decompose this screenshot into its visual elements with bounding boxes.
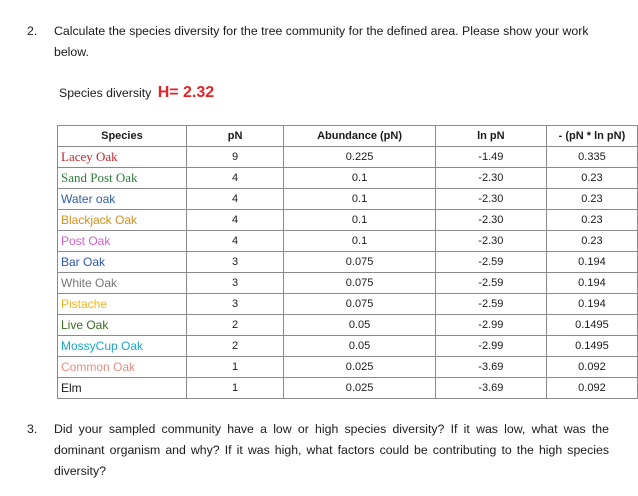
product-cell: 0.23 — [546, 210, 637, 231]
pn-cell: 2 — [186, 336, 283, 357]
species-cell: White Oak — [58, 273, 187, 294]
species-cell: Elm — [58, 378, 187, 399]
species-cell: Blackjack Oak — [58, 210, 187, 231]
header-product: - (pN * ln pN) — [546, 126, 637, 147]
pn-cell: 9 — [186, 147, 283, 168]
ln-pn-cell: -2.30 — [435, 168, 546, 189]
question-2 — [27, 21, 607, 63]
abundance-cell: 0.05 — [284, 336, 436, 357]
pn-cell: 3 — [186, 273, 283, 294]
abundance-cell: 0.025 — [284, 357, 436, 378]
species-cell: Pistache — [58, 294, 187, 315]
abundance-cell: 0.225 — [284, 147, 436, 168]
product-cell: 0.1495 — [546, 336, 637, 357]
ln-pn-cell: -2.59 — [435, 294, 546, 315]
product-cell: 0.092 — [546, 357, 637, 378]
pn-cell: 1 — [186, 357, 283, 378]
table-row — [58, 231, 638, 252]
product-cell: 0.194 — [546, 294, 637, 315]
species-cell: Water oak — [58, 189, 187, 210]
species-cell: Common Oak — [58, 357, 187, 378]
table-row — [58, 210, 638, 231]
question-2-number: 2. — [27, 24, 38, 38]
abundance-cell: 0.075 — [284, 252, 436, 273]
product-cell: 0.23 — [546, 189, 637, 210]
species-diversity-label: Species diversity — [59, 86, 152, 100]
abundance-cell: 0.1 — [284, 210, 436, 231]
product-cell: 0.23 — [546, 168, 637, 189]
product-cell: 0.335 — [546, 147, 637, 168]
species-cell: Post Oak — [58, 231, 187, 252]
pn-cell: 4 — [186, 168, 283, 189]
abundance-cell: 0.1 — [284, 231, 436, 252]
abundance-cell: 0.1 — [284, 168, 436, 189]
table-row — [58, 147, 638, 168]
product-cell: 0.1495 — [546, 315, 637, 336]
species-cell: Lacey Oak — [58, 147, 187, 168]
product-cell: 0.194 — [546, 252, 637, 273]
header-abundance: Abundance (pN) — [284, 126, 436, 147]
pn-cell: 3 — [186, 252, 283, 273]
question-3-text: Did your sampled community have a low or high species diversity? If it was low, what was the dominant organism and why? If it was high, what factors could be contributing to the high species diversity? — [54, 422, 609, 478]
table-row — [58, 189, 638, 210]
abundance-cell: 0.075 — [284, 294, 436, 315]
ln-pn-cell: -3.69 — [435, 378, 546, 399]
table-row — [58, 273, 638, 294]
ln-pn-cell: -2.99 — [435, 336, 546, 357]
product-cell: 0.23 — [546, 231, 637, 252]
table-row — [58, 168, 638, 189]
header-ln-pn: ln pN — [435, 126, 546, 147]
ln-pn-cell: -2.30 — [435, 210, 546, 231]
ln-pn-cell: -2.59 — [435, 252, 546, 273]
abundance-cell: 0.075 — [284, 273, 436, 294]
species-cell: MossyCup Oak — [58, 336, 187, 357]
ln-pn-cell: -3.69 — [435, 357, 546, 378]
pn-cell: 4 — [186, 189, 283, 210]
species-table — [57, 125, 638, 399]
pn-cell: 4 — [186, 210, 283, 231]
table-header-row — [58, 126, 638, 147]
table-row — [58, 378, 638, 399]
product-cell: 0.194 — [546, 273, 637, 294]
species-diversity-line — [59, 84, 214, 102]
species-cell: Bar Oak — [58, 252, 187, 273]
species-diversity-value: H= 2.32 — [157, 84, 215, 101]
ln-pn-cell: -2.99 — [435, 315, 546, 336]
table-row — [58, 294, 638, 315]
abundance-cell: 0.025 — [284, 378, 436, 399]
table-row — [58, 252, 638, 273]
species-cell: Sand Post Oak — [58, 168, 187, 189]
ln-pn-cell: -2.30 — [435, 189, 546, 210]
species-cell: Live Oak — [58, 315, 187, 336]
table-row — [58, 357, 638, 378]
ln-pn-cell: -1.49 — [435, 147, 546, 168]
abundance-cell: 0.05 — [284, 315, 436, 336]
table-row — [58, 336, 638, 357]
abundance-cell: 0.1 — [284, 189, 436, 210]
pn-cell: 1 — [186, 378, 283, 399]
pn-cell: 3 — [186, 294, 283, 315]
pn-cell: 4 — [186, 231, 283, 252]
table-row — [58, 315, 638, 336]
question-2-text: Calculate the species diversity for the tree community for the defined area. Please show your work below. — [54, 24, 589, 59]
ln-pn-cell: -2.59 — [435, 273, 546, 294]
header-pn: pN — [186, 126, 283, 147]
ln-pn-cell: -2.30 — [435, 231, 546, 252]
question-3 — [27, 419, 609, 482]
pn-cell: 2 — [186, 315, 283, 336]
product-cell: 0.092 — [546, 378, 637, 399]
question-3-number: 3. — [27, 422, 38, 436]
header-species: Species — [58, 126, 187, 147]
